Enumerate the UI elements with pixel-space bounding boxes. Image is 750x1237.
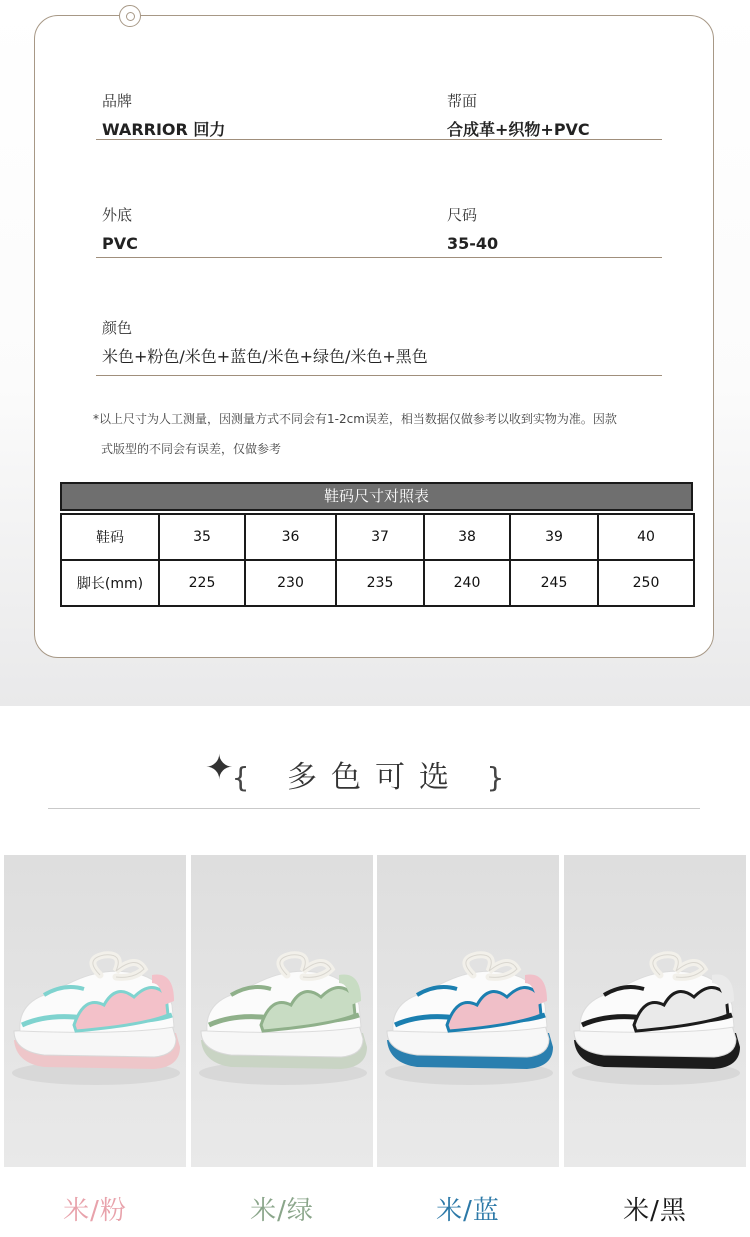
- brand-value: WARRIOR 回力: [102, 120, 226, 139]
- color-field: [102, 319, 428, 367]
- color-value: 米色+粉色/米色+蓝色/米色+绿色/米色+黑色: [102, 347, 428, 366]
- sole-field: [102, 206, 138, 254]
- size-chart-grid: [60, 513, 695, 607]
- size-label: 尺码: [447, 206, 478, 224]
- hanging-ring-icon: [119, 5, 141, 27]
- variant-caption: 米/蓝: [436, 1196, 500, 1226]
- upper-field: [447, 92, 590, 140]
- divider: [96, 375, 662, 376]
- section-divider: [48, 808, 700, 809]
- table-cell: 35: [159, 514, 245, 560]
- table-row: [61, 514, 694, 560]
- divider: [96, 257, 662, 258]
- table-cell: 37: [336, 514, 424, 560]
- table-cell: 240: [424, 560, 510, 606]
- variant-card[interactable]: [377, 855, 559, 1167]
- sneaker-image: [377, 855, 559, 1167]
- note-line-1: *以上尺寸为人工测量，因测量方式不同会有1-2cm误差，相当数据仅做参考以收到实物为准。因款: [93, 412, 617, 426]
- sneaker-image: [191, 855, 373, 1167]
- table-cell: 245: [510, 560, 598, 606]
- upper-value: 合成革+织物+PVC: [447, 120, 590, 139]
- table-cell: 38: [424, 514, 510, 560]
- measurement-note: [93, 404, 683, 464]
- variant-card[interactable]: [191, 855, 373, 1167]
- brace-right: }: [486, 761, 519, 794]
- size-chart: [60, 482, 693, 607]
- sneaker-image: [564, 855, 746, 1167]
- divider: [322, 139, 662, 140]
- table-cell: 230: [245, 560, 336, 606]
- sneaker-image: [4, 855, 186, 1167]
- note-line-2: 式版型的不同会有误差，仅做参考: [101, 442, 282, 456]
- table-cell: 36: [245, 514, 336, 560]
- variant-caption: 米/黑: [623, 1196, 687, 1226]
- variant-caption: 米/绿: [250, 1196, 314, 1226]
- variant-caption: 米/粉: [63, 1196, 127, 1226]
- sparkle-star-icon: ✦: [205, 748, 234, 788]
- brand-field: [102, 92, 225, 140]
- size-field: [447, 206, 498, 254]
- table-cell: 225: [159, 560, 245, 606]
- variant-card[interactable]: [4, 855, 186, 1167]
- sole-label: 外底: [102, 206, 133, 224]
- brand-label: 品牌: [102, 92, 133, 110]
- upper-label: 帮面: [447, 92, 478, 110]
- table-row: [61, 560, 694, 606]
- table-cell: 250: [598, 560, 694, 606]
- section-title: [0, 752, 750, 796]
- table-cell: 39: [510, 514, 598, 560]
- variant-card[interactable]: [564, 855, 746, 1167]
- row-label-size: 鞋码: [61, 514, 159, 560]
- divider: [96, 139, 322, 140]
- size-chart-title: 鞋码尺寸对照表: [60, 482, 693, 511]
- table-cell: 40: [598, 514, 694, 560]
- row-label-foot-length: 脚长(mm): [61, 560, 159, 606]
- sole-value: PVC: [102, 234, 138, 253]
- brace-left: {: [231, 761, 264, 794]
- table-cell: 235: [336, 560, 424, 606]
- section-title-text: 多色可选: [287, 760, 463, 795]
- size-value: 35-40: [447, 234, 499, 253]
- color-label: 颜色: [102, 319, 133, 337]
